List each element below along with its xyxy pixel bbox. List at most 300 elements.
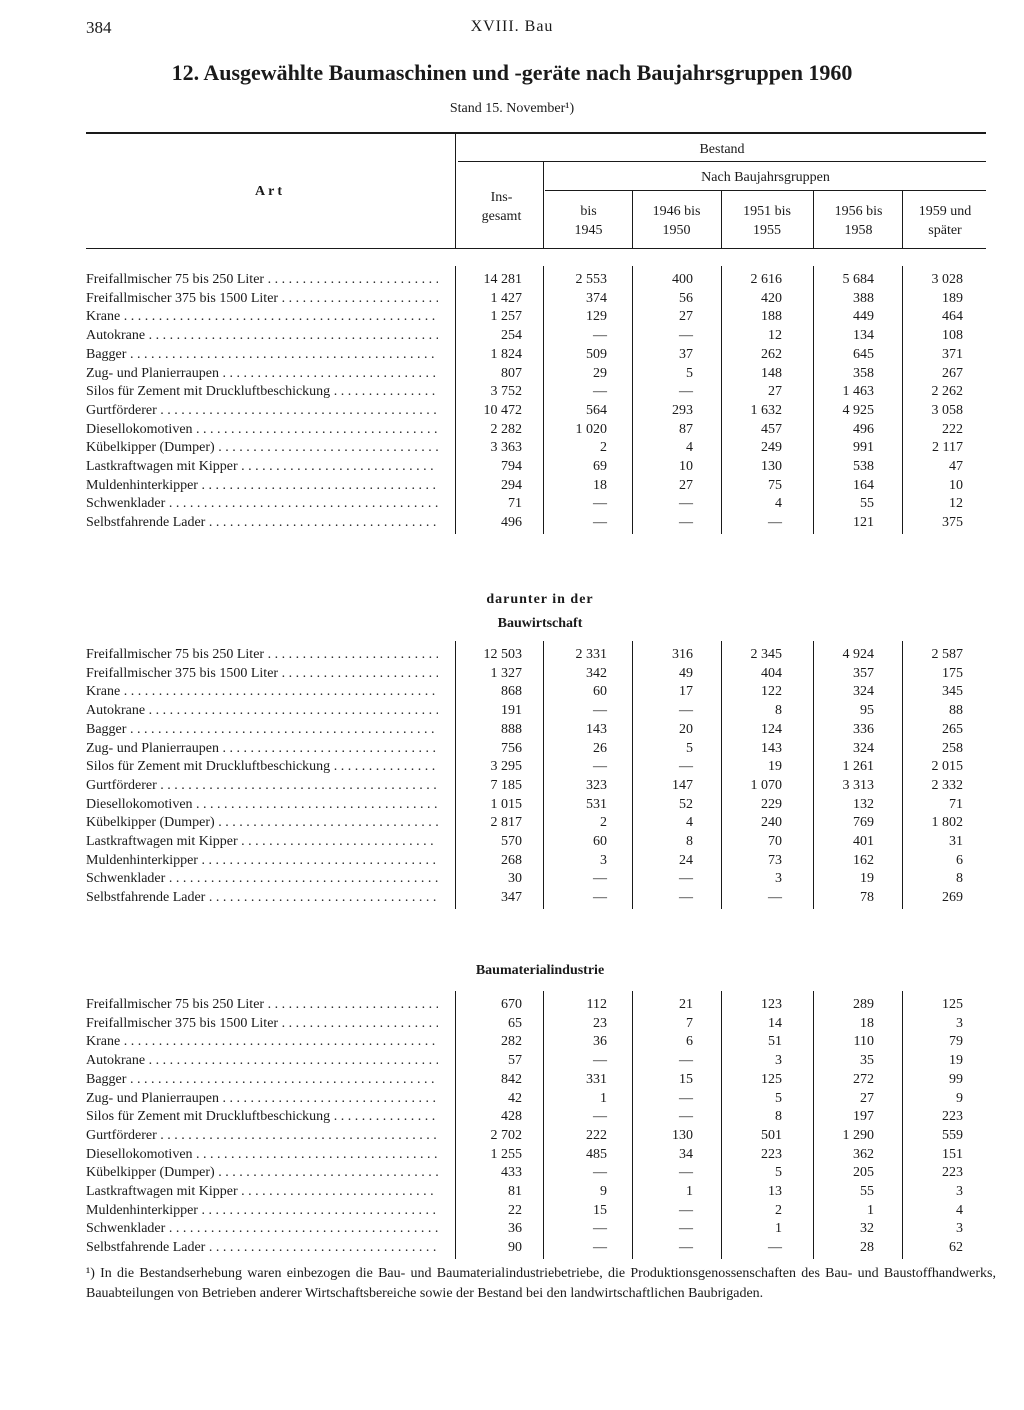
cell-value: 1 463 [842, 384, 874, 400]
cell-value: 27 [768, 384, 782, 400]
cell-value: 3 [775, 871, 782, 887]
cell-value: 175 [942, 665, 963, 681]
cell-value: 35 [860, 1053, 874, 1069]
table-row [86, 1163, 986, 1182]
cell-value: 125 [761, 1071, 782, 1087]
cell-value: 3 [956, 1015, 963, 1031]
row-label: Silos für Zement mit Druckluftbeschickung . . . [86, 382, 438, 401]
cell-value: 1 070 [750, 777, 782, 793]
cell-value: 28 [860, 1240, 874, 1256]
cell-value: 222 [942, 421, 963, 437]
cell-value: 269 [942, 890, 963, 906]
cell-value: 18 [860, 1015, 874, 1031]
cell-value: 9 [600, 1184, 607, 1199]
cell-value: 371 [942, 346, 963, 362]
column-header [813, 202, 904, 240]
cell-value: 2 [600, 440, 607, 456]
cell-value: — [593, 384, 607, 400]
row-label: Autokrane . . . [86, 1051, 438, 1070]
cell-value: 55 [860, 496, 874, 512]
cell-value: 249 [761, 440, 782, 456]
cell-value: 428 [501, 1109, 522, 1125]
cell-value: 1 [686, 1184, 693, 1199]
cell-value: 49 [679, 665, 693, 681]
header-art: Art [255, 184, 285, 199]
cell-value: 2 015 [931, 759, 963, 775]
cell-value: 151 [942, 1146, 963, 1162]
cell-value: 388 [853, 290, 874, 306]
row-label: Krane . . . [86, 1032, 438, 1051]
cell-value: — [593, 1165, 607, 1181]
table-row [86, 289, 986, 308]
cell-value: 401 [853, 834, 874, 849]
cell-value: 420 [761, 290, 782, 306]
cell-value: 10 472 [483, 402, 522, 418]
cell-value: 294 [501, 477, 522, 493]
row-label: Selbstfahrende Lader . . . [86, 513, 438, 532]
row-label: Gurtförderer . . . [86, 776, 438, 795]
column-header [458, 188, 545, 226]
cell-value: 13 [768, 1184, 782, 1199]
cell-value: 65 [508, 1015, 522, 1031]
table-row [86, 1201, 986, 1220]
row-label: Gurtförderer . . . [86, 1126, 438, 1145]
column-header-line2: 1958 [844, 223, 873, 238]
cell-value: 362 [853, 1146, 874, 1162]
row-label: Lastkraftwagen mit Kipper . . . [86, 832, 438, 851]
table-row [86, 326, 986, 345]
table-row [86, 1126, 986, 1145]
header-bottom-rule [86, 248, 986, 249]
column-header [545, 202, 632, 240]
row-label: Silos für Zement mit Druckluftbeschickung . . . [86, 1107, 438, 1126]
cell-value: 485 [586, 1146, 607, 1162]
cell-value: 112 [586, 997, 607, 1012]
cell-value: 433 [501, 1165, 522, 1181]
footnote: ¹) In die Bestandserhebung waren einbezogen die Bau- und Baumaterialindustriebetriebe, die Produktionsgenossenschaften des Bau- und Baustoffhandwerks, Bauabteilungen von Betrieben anderer Wirtschaftsbereiche sowie der Bestand bei den landwirtschaftlichen Baubrigaden. [86, 1266, 996, 1301]
cell-value: 282 [501, 1034, 522, 1050]
cell-value: 15 [679, 1071, 693, 1087]
row-label: Kübelkipper (Dumper) . . . [86, 813, 438, 832]
cell-value: 1 [600, 1090, 607, 1106]
cell-value: 19 [860, 871, 874, 887]
cell-value: 331 [586, 1071, 607, 1087]
table-row [86, 270, 986, 289]
cell-value: — [593, 328, 607, 344]
cell-value: 807 [501, 365, 522, 381]
table-row [86, 1182, 986, 1201]
cell-value: 564 [586, 402, 607, 418]
cell-value: 17 [679, 684, 693, 700]
cell-value: 1 [867, 1202, 874, 1218]
row-label: Autokrane . . . [86, 701, 438, 720]
cell-value: 3 313 [842, 777, 874, 793]
cell-value: 794 [501, 459, 522, 474]
cell-value: 19 [768, 759, 782, 775]
row-label: Freifallmischer 375 bis 1500 Liter . . . [86, 289, 438, 308]
cell-value: 538 [853, 459, 874, 474]
cell-value: 4 [686, 440, 693, 456]
row-label: Lastkraftwagen mit Kipper . . . [86, 1182, 438, 1201]
cell-value: 1 427 [490, 290, 522, 306]
cell-value: — [679, 1053, 693, 1069]
cell-value: 7 [686, 1015, 693, 1031]
cell-value: 71 [508, 496, 522, 512]
cell-value: 2 702 [490, 1127, 522, 1143]
cell-value: 88 [949, 703, 963, 719]
cell-value: 3 058 [931, 402, 963, 418]
cell-value: 1 015 [490, 796, 522, 812]
cell-value: 5 684 [842, 272, 874, 287]
table-row [86, 757, 986, 776]
cell-value: 42 [508, 1090, 522, 1106]
cell-value: 34 [679, 1146, 693, 1162]
cell-value: 19 [949, 1053, 963, 1069]
cell-value: 125 [942, 997, 963, 1012]
table-row [86, 995, 986, 1014]
table-row [86, 1014, 986, 1033]
cell-value: 375 [942, 515, 963, 531]
cell-value: 6 [686, 1034, 693, 1050]
section-heading: Baumaterialindustrie [475, 963, 605, 978]
cell-value: 404 [761, 665, 782, 681]
cell-value: 4 [956, 1202, 963, 1218]
cell-value: 62 [949, 1240, 963, 1256]
cell-value: 240 [761, 815, 782, 831]
cell-value: 31 [949, 834, 963, 849]
header-divider-line [455, 134, 456, 249]
cell-value: 324 [853, 740, 874, 756]
table-row [86, 401, 986, 420]
cell-value: 108 [942, 328, 963, 344]
cell-value: — [679, 703, 693, 719]
column-header-line1: 1956 bis [834, 204, 883, 219]
cell-value: — [768, 1240, 782, 1256]
row-label: Krane . . . [86, 307, 438, 326]
cell-value: 32 [860, 1221, 874, 1237]
cell-value: 2 553 [575, 272, 607, 287]
cell-value: 5 [775, 1165, 782, 1181]
table-row [86, 869, 986, 888]
cell-value: 1 257 [490, 309, 522, 325]
cell-value: 189 [942, 290, 963, 306]
cell-value: 2 332 [931, 777, 963, 793]
cell-value: 78 [860, 890, 874, 906]
row-label: Bagger . . . [86, 720, 438, 739]
cell-value: 2 817 [490, 815, 522, 831]
row-label: Bagger . . . [86, 1070, 438, 1089]
cell-value: 991 [853, 440, 874, 456]
cell-value: 73 [768, 852, 782, 868]
cell-value: 37 [679, 346, 693, 362]
cell-value: 1 [775, 1221, 782, 1237]
column-header [632, 202, 721, 240]
cell-value: 842 [501, 1071, 522, 1087]
cell-value: — [679, 1202, 693, 1218]
cell-value: 449 [853, 309, 874, 325]
cell-value: 1 255 [490, 1146, 522, 1162]
row-label: Freifallmischer 75 bis 250 Liter . . . [86, 995, 438, 1014]
cell-value: 223 [942, 1109, 963, 1125]
cell-value: 531 [586, 796, 607, 812]
cell-value: 27 [679, 309, 693, 325]
cell-value: — [593, 515, 607, 531]
cell-value: 162 [853, 852, 874, 868]
cell-value: 3 [600, 852, 607, 868]
cell-value: 3 [956, 1221, 963, 1237]
cell-value: 7 185 [490, 777, 522, 793]
cell-value: 12 [768, 328, 782, 344]
cell-value: 223 [761, 1146, 782, 1162]
cell-value: 2 345 [750, 647, 782, 662]
cell-value: 36 [593, 1034, 607, 1050]
header-divider-line [543, 162, 544, 249]
cell-value: 70 [768, 834, 782, 849]
header-divider-line [813, 191, 814, 249]
page-number: 384 [86, 18, 112, 37]
cell-value: 345 [942, 684, 963, 700]
table-row [86, 476, 986, 495]
cell-value: 2 282 [490, 421, 522, 437]
cell-value: — [593, 1221, 607, 1237]
row-label: Zug- und Planierraupen . . . [86, 739, 438, 758]
cell-value: — [593, 496, 607, 512]
cell-value: 143 [761, 740, 782, 756]
table-row [86, 720, 986, 739]
cell-value: 57 [508, 1053, 522, 1069]
cell-value: 99 [949, 1071, 963, 1087]
table-row [86, 1238, 986, 1257]
row-label: Zug- und Planierraupen . . . [86, 364, 438, 383]
cell-value: 2 262 [931, 384, 963, 400]
cell-value: 4 [686, 815, 693, 831]
cell-value: 1 290 [842, 1127, 874, 1143]
cell-value: 3 028 [931, 272, 963, 287]
cell-value: — [593, 1109, 607, 1125]
cell-value: 164 [853, 477, 874, 493]
table-row [86, 645, 986, 664]
row-label: Diesellokomotiven . . . [86, 795, 438, 814]
row-label: Zug- und Planierraupen . . . [86, 1089, 438, 1108]
row-label: Kübelkipper (Dumper) . . . [86, 1163, 438, 1182]
table-row [86, 382, 986, 401]
cell-value: 60 [593, 834, 607, 849]
row-label: Diesellokomotiven . . . [86, 1145, 438, 1164]
row-label: Selbstfahrende Lader . . . [86, 888, 438, 907]
cell-value: 60 [593, 684, 607, 700]
cell-value: 1 020 [575, 421, 607, 437]
cell-value: — [679, 515, 693, 531]
header-divider-line [902, 191, 903, 249]
cell-value: 222 [586, 1127, 607, 1143]
cell-value: — [768, 515, 782, 531]
cell-value: 265 [942, 721, 963, 737]
cell-value: 342 [586, 665, 607, 681]
cell-value: 8 [775, 1109, 782, 1125]
cell-value: 10 [949, 477, 963, 493]
cell-value: 645 [853, 346, 874, 362]
cell-value: 29 [593, 365, 607, 381]
cell-value: 509 [586, 346, 607, 362]
cell-value: 27 [860, 1090, 874, 1106]
cell-value: 205 [853, 1165, 874, 1181]
bestand-rule [458, 161, 986, 162]
cell-value: 8 [686, 834, 693, 849]
cell-value: 197 [853, 1109, 874, 1125]
cell-value: 36 [508, 1221, 522, 1237]
cell-value: 3 [956, 1184, 963, 1199]
table-row [86, 345, 986, 364]
column-header-line1: bis [580, 204, 597, 219]
row-label: Autokrane . . . [86, 326, 438, 345]
cell-value: 457 [761, 421, 782, 437]
cell-value: — [593, 1240, 607, 1256]
row-label: Diesellokomotiven . . . [86, 420, 438, 439]
row-label: Gurtförderer . . . [86, 401, 438, 420]
cell-value: 18 [593, 477, 607, 493]
cell-value: 134 [853, 328, 874, 344]
cell-value: 559 [942, 1127, 963, 1143]
cell-value: 12 [949, 496, 963, 512]
table-row [86, 813, 986, 832]
cell-value: 868 [501, 684, 522, 700]
cell-value: 15 [593, 1202, 607, 1218]
column-header-line1: 1951 bis [743, 204, 791, 219]
table-row [86, 795, 986, 814]
cell-value: 258 [942, 740, 963, 756]
cell-value: 55 [860, 1184, 874, 1199]
cell-value: 10 [679, 459, 693, 474]
row-label: Lastkraftwagen mit Kipper . . . [86, 457, 438, 476]
table-row [86, 739, 986, 758]
table-row [86, 1219, 986, 1238]
cell-value: 464 [942, 309, 963, 325]
cell-value: 323 [586, 777, 607, 793]
cell-value: 132 [853, 796, 874, 812]
cell-value: 2 [775, 1202, 782, 1218]
cell-value: 2 331 [575, 647, 607, 662]
cell-value: 1 632 [750, 402, 782, 418]
cell-value: 71 [949, 796, 963, 812]
table-row [86, 851, 986, 870]
table-row [86, 776, 986, 795]
cell-value: 5 [686, 740, 693, 756]
column-header-line1: 1946 bis [652, 204, 701, 219]
row-label: Schwenklader . . . [86, 494, 438, 513]
cell-value: 75 [768, 477, 782, 493]
row-label: Krane . . . [86, 682, 438, 701]
cell-value: 2 616 [750, 272, 782, 287]
row-label: Freifallmischer 375 bis 1500 Liter . . . [86, 664, 438, 683]
table-row [86, 888, 986, 907]
cell-value: 1 824 [490, 346, 522, 362]
cell-value: 130 [761, 459, 782, 474]
table-row [86, 701, 986, 720]
cell-value: 888 [501, 721, 522, 737]
cell-value: 267 [942, 365, 963, 381]
cell-value: 21 [679, 997, 693, 1012]
cell-value: — [679, 384, 693, 400]
cell-value: 191 [501, 703, 522, 719]
cell-value: 2 [600, 815, 607, 831]
table-row [86, 682, 986, 701]
cell-value: 357 [853, 665, 874, 681]
cell-value: — [679, 1109, 693, 1125]
row-label: Silos für Zement mit Druckluftbeschickung . . . [86, 757, 438, 776]
cell-value: 26 [593, 740, 607, 756]
chapter-heading: XVIII. Bau [470, 18, 554, 35]
cell-value: 2 587 [931, 647, 963, 662]
cell-value: 52 [679, 796, 693, 812]
cell-value: 4 925 [842, 402, 874, 418]
table-row [86, 1032, 986, 1051]
cell-value: 229 [761, 796, 782, 812]
row-label: Muldenhinterkipper . . . [86, 851, 438, 870]
cell-value: 347 [501, 890, 522, 906]
cell-value: — [593, 890, 607, 906]
cell-value: 123 [761, 997, 782, 1012]
cell-value: 121 [853, 515, 874, 531]
row-label: Muldenhinterkipper . . . [86, 476, 438, 495]
cell-value: 129 [586, 309, 607, 325]
column-header-line2: später [928, 223, 962, 238]
cell-value: 95 [860, 703, 874, 719]
row-label: Kübelkipper (Dumper) . . . [86, 438, 438, 457]
cell-value: 3 752 [490, 384, 522, 400]
row-label: Schwenklader . . . [86, 869, 438, 888]
cell-value: 3 363 [490, 440, 522, 456]
cell-value: — [679, 890, 693, 906]
cell-value: 12 503 [483, 647, 522, 662]
cell-value: 6 [956, 852, 963, 868]
cell-value: 51 [768, 1034, 782, 1050]
cell-value: 570 [501, 834, 522, 849]
table-row [86, 438, 986, 457]
row-label: Freifallmischer 75 bis 250 Liter . . . [86, 270, 438, 289]
row-label: Freifallmischer 375 bis 1500 Liter . . . [86, 1014, 438, 1033]
cell-value: — [679, 1240, 693, 1256]
cell-value: 9 [956, 1090, 963, 1106]
column-header-line1: 1959 und [918, 204, 972, 219]
cell-value: 324 [853, 684, 874, 700]
cell-value: 2 117 [932, 440, 963, 456]
table-row [86, 1145, 986, 1164]
cell-value: 130 [672, 1127, 693, 1143]
cell-value: 79 [949, 1034, 963, 1050]
cell-value: 400 [672, 272, 693, 287]
cell-value: 147 [672, 777, 693, 793]
cell-value: 4 924 [842, 647, 874, 662]
cell-value: 188 [761, 309, 782, 325]
cell-value: 30 [508, 871, 522, 887]
cell-value: — [679, 496, 693, 512]
table-row [86, 420, 986, 439]
column-header-line2: gesamt [481, 209, 522, 224]
table-row [86, 307, 986, 326]
row-label: Muldenhinterkipper . . . [86, 1201, 438, 1220]
top-rule [86, 132, 986, 134]
cell-value: — [768, 890, 782, 906]
cell-value: 20 [679, 721, 693, 737]
cell-value: 69 [593, 459, 607, 474]
cell-value: — [593, 871, 607, 887]
cell-value: — [679, 1221, 693, 1237]
cell-value: 14 [768, 1015, 782, 1031]
table-row [86, 1070, 986, 1089]
table-row [86, 1051, 986, 1070]
cell-value: 756 [501, 740, 522, 756]
cell-value: 143 [586, 721, 607, 737]
